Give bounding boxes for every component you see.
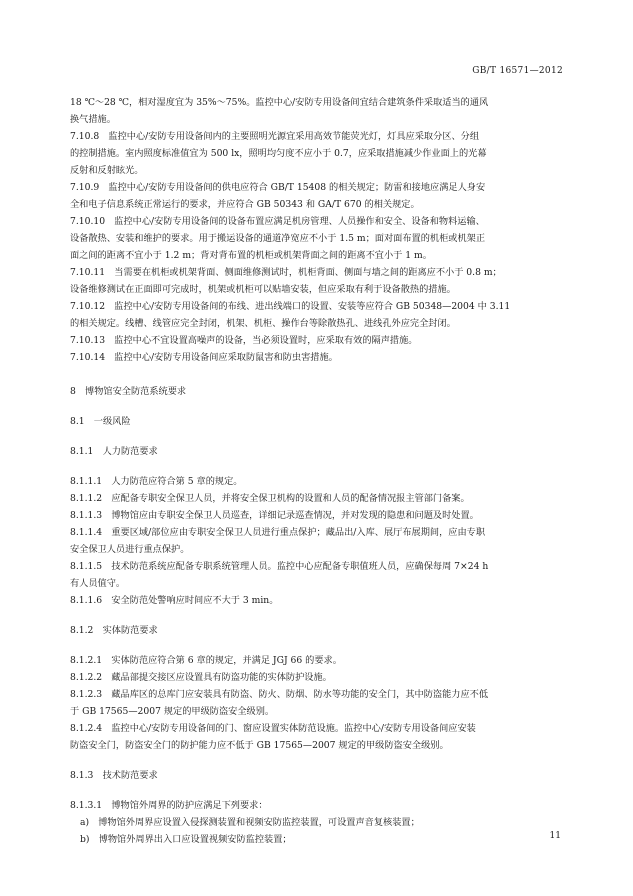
spacer [70,639,562,652]
spacer [70,609,562,622]
subsection-heading-8-1-1: 8.1.1 人力防范要求 [70,446,158,457]
spacer [70,430,562,443]
clause-8-1-1-6: 8.1.1.6 安全防范处警响应时间应不大于 3 min。 [70,595,279,606]
text-line: 安全保卫人员进行重点保护。 [70,544,190,555]
subsection-heading-8-1: 8.1 一级风险 [70,416,131,427]
standard-code: GB/T 16571—2012 [472,66,563,76]
spacer [70,754,562,767]
document-body [70,94,562,848]
text-line: 全和电子信息系统正常运行的要求，并应符合 GB 50343 和 GA/T 670 的相关规定。 [70,199,420,210]
page-number: 11 [549,831,561,841]
clause-8-1-2-2: 8.1.2.2 藏品部提交接区应设置具有防盗功能的实体防护设施。 [70,672,332,683]
spacer [70,784,562,797]
text-line: 换气措施。 [70,114,116,125]
clause-7-10-12: 7.10.12 监控中心/安防专用设备间的布线、进出线端口的设置、安装等应符合 GB 50348—2004 中 3.11 [70,301,511,312]
spacer [70,400,562,413]
text-line: 反射和反射眩光。 [70,165,144,176]
clause-8-1-2-4: 8.1.2.4 监控中心/安防专用设备间的门、窗应设置实体防范设施。监控中心/安防专用设备间应安装 [70,723,476,734]
clause-7-10-13: 7.10.13 监控中心不宜设置高噪声的设备，当必须设置时，应采取有效的隔声措施。 [70,335,418,346]
text-line: 有人员值守。 [70,578,126,589]
clause-8-1-3-1: 8.1.3.1 博物馆外周界的防护应满足下列要求： [70,800,268,811]
text-line: 设备维修测试在正面即可完成时，机架或机柜可以贴墙安装，但应采取有利于设备散热的措施。 [70,284,456,295]
clause-7-10-11: 7.10.11 当需要在机柜或机架背面、侧面维修测试时，机柜背面、侧面与墙之间的距离应不小于 0.8 m； [70,267,502,278]
subsection-heading-8-1-3: 8.1.3 技术防范要求 [70,770,158,781]
subsection-heading-8-1-2: 8.1.2 实体防范要求 [70,625,158,636]
section-heading-8: 8 博物馆安全防范系统要求 [70,386,187,397]
clause-8-1-1-1: 8.1.1.1 人力防范应符合第 5 章的规定。 [70,476,243,487]
text-line: 防盗安全门，防盗安全门的防护能力应不低于 GB 17565—2007 规定的甲级防盗安全级别。 [70,740,449,751]
clause-8-1-2-1: 8.1.2.1 实体防范应符合第 6 章的规定，并满足 JGJ 66 的要求。 [70,655,342,666]
clause-7-10-9: 7.10.9 监控中心/安防专用设备间的供电应符合 GB/T 15408 的相关规定；防雷和接地应满足人身安 [70,182,486,193]
text-line: 面之间的距离不宜小于 1.2 m；背对背布置的机柜或机架背面之间的距离不宜小于 1 m。 [70,250,432,261]
clause-8-1-1-2: 8.1.1.2 应配备专职安全保卫人员，并将安全保卫机构的设置和人员的配备情况报主管部门备案。 [70,493,470,504]
clause-7-10-8: 7.10.8 监控中心/安防专用设备间内的主要照明光源宜采用高效节能荧光灯，灯具应采取分区、分组 [70,131,480,142]
clause-7-10-14: 7.10.14 监控中心/安防专用设备间应采取防鼠害和防虫害措施。 [70,352,338,363]
list-item-b: b) 博物馆外周界出入口应设置视频安防监控装置； [80,834,292,845]
text-line: 于 GB 17565—2007 规定的甲级防盗安全级别。 [70,706,275,717]
list-item-a: a) 博物馆外周界应设置入侵探测装置和视频安防监控装置，可设置声音复核装置； [80,817,420,828]
text-line: 的相关规定。线槽、线管应完全封闭，机架、机柜、操作台等除散热孔、进线孔外应完全封闭。 [70,318,456,329]
text-line: 的控制措施。室内照度标准值宜为 500 lx，照明均匀度不应小于 0.7，应采取措施减少作业面上的光幕 [70,148,487,159]
clause-8-1-2-3: 8.1.2.3 藏品库区的总库门应安装具有防盗、防火、防烟、防水等功能的安全门，其中防盗能力应不低 [70,689,489,700]
clause-8-1-1-5: 8.1.1.5 技术防范系统应配备专职系统管理人员。监控中心应配备专职值班人员，应确保每周 7×24 h [70,561,489,572]
spacer [70,460,562,473]
clause-8-1-1-4: 8.1.1.4 重要区域/部位应由专职安全保卫人员进行重点保护；藏品出/入库、展厅布展期间，应由专职 [70,527,486,538]
text-line: 设备散热、安装和维护的要求。用于搬运设备的通道净宽应不小于 1.5 m；面对面布置的机柜或机架正 [70,233,486,244]
clause-7-10-10: 7.10.10 监控中心/安防专用设备间的设备布置应满足机房管理、人员操作和安全、设备和物料运输、 [70,216,485,227]
text-line: 18 ℃～28 ℃，相对湿度宜为 35%～75%。监控中心/安防专用设备间宜结合建筑条件采取适当的通风 [70,97,489,108]
clause-8-1-1-3: 8.1.1.3 博物馆应由专职安全保卫人员巡查，详细记录巡查情况，并对发现的隐患和问题及时处置。 [70,510,479,521]
